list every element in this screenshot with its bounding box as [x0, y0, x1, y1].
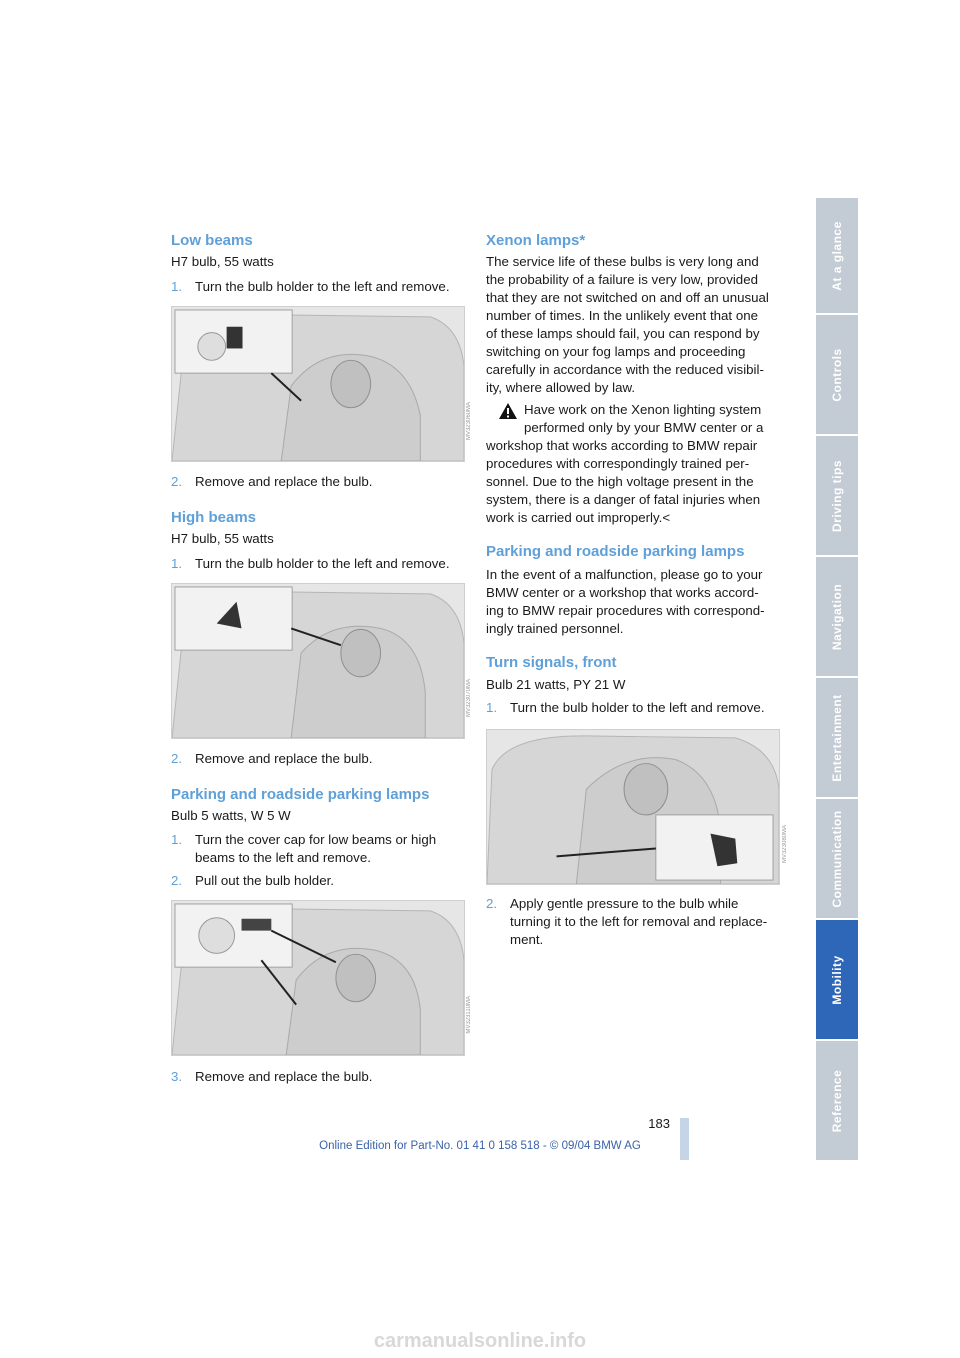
low-beams-fig-code: MV323060MA	[466, 402, 472, 441]
tab-driving-tips[interactable]: Driving tips	[816, 436, 858, 555]
xenon-line: The service life of these bulbs is very long and	[486, 254, 759, 269]
high-beams-step1-num: 1.	[171, 556, 183, 571]
parking-spec: Bulb 5 watts, W 5 W	[171, 808, 291, 823]
high-beams-heading: High beams	[171, 509, 257, 526]
xenon-warning-line: procedures with correspondingly trained per-	[486, 456, 750, 471]
tab-communication[interactable]: Communication	[816, 799, 858, 918]
tab-controls[interactable]: Controls	[816, 315, 858, 434]
footer-edition: Online Edition for Part-No. 01 41 0 158 518 - © 09/04 BMW AG	[319, 1140, 641, 1152]
xenon-warning-line: system, there is a danger of fatal injuries when	[486, 492, 761, 507]
low-beams-step1: Turn the bulb holder to the left and remove.	[195, 279, 450, 294]
parking-heading-right: Parking and roadside parking lamps	[486, 543, 745, 560]
high-beams-step1: Turn the bulb holder to the left and remove.	[195, 556, 450, 571]
parking-step1-line2: beams to the left and remove.	[195, 850, 371, 865]
parking-right-line: In the event of a malfunction, please go to your	[486, 567, 763, 582]
turn-step2-line: Apply gentle pressure to the bulb while	[510, 896, 739, 911]
high-beams-figure	[171, 583, 465, 739]
page-number-bar	[680, 1118, 689, 1160]
xenon-line: switching on your fog lamps and proceeding	[486, 344, 746, 359]
parking-right-line: ingly trained personnel.	[486, 621, 624, 636]
low-beams-figure	[171, 306, 465, 462]
low-beams-step1-num: 1.	[171, 279, 183, 294]
parking-step2: Pull out the bulb holder.	[195, 873, 334, 888]
turn-signals-heading: Turn signals, front	[486, 654, 617, 671]
parking-heading-left: Parking and roadside parking lamps	[171, 786, 430, 803]
tab-reference[interactable]: Reference	[816, 1041, 858, 1160]
turn-step1: Turn the bulb holder to the left and remove.	[510, 700, 765, 715]
xenon-line: ity, where allowed by law.	[486, 380, 636, 395]
xenon-line: that they are not switched on and off an unusual	[486, 290, 769, 305]
low-beams-step2: Remove and replace the bulb.	[195, 474, 373, 489]
xenon-heading: Xenon lamps*	[486, 232, 586, 249]
parking-step1-num: 1.	[171, 832, 183, 847]
parking-fig-code: MV323110MA	[466, 996, 472, 1034]
parking-right-line: BMW center or a workshop that works accord-	[486, 585, 759, 600]
parking-step1-line1: Turn the cover cap for low beams or high	[195, 832, 437, 847]
parking-step2-num: 2.	[171, 873, 183, 888]
tab-at-a-glance[interactable]: At a glance	[816, 198, 858, 313]
xenon-warning-line: work is carried out improperly.<	[486, 510, 671, 525]
xenon-warning-line: Have work on the Xenon lighting system	[524, 402, 762, 417]
turn-step2-line: ment.	[510, 932, 544, 947]
xenon-line: the probability of a failure is very low, provided	[486, 272, 758, 287]
low-beams-spec: H7 bulb, 55 watts	[171, 254, 274, 269]
xenon-warning-line: workshop that works according to BMW repair	[486, 438, 758, 453]
watermark: carmanualsonline.info	[373, 1330, 587, 1352]
low-beams-heading: Low beams	[171, 232, 253, 249]
xenon-line: number of times. In the unlikely event that one	[486, 308, 759, 323]
parking-right-line: ing to BMW repair procedures with correspond-	[486, 603, 765, 618]
high-beams-step2: Remove and replace the bulb.	[195, 751, 373, 766]
turn-step2-num: 2.	[486, 896, 498, 911]
turn-signals-spec: Bulb 21 watts, PY 21 W	[486, 677, 626, 692]
tab-navigation[interactable]: Navigation	[816, 557, 858, 676]
low-beams-step2-num: 2.	[171, 474, 183, 489]
xenon-warning-line: performed only by your BMW center or a	[524, 420, 764, 435]
turn-step1-num: 1.	[486, 700, 498, 715]
page-number: 183	[648, 1116, 670, 1131]
turn-fig-code: MV323080MA	[782, 825, 788, 864]
warning-triangle-icon	[498, 402, 518, 420]
xenon-warning-line: sonnel. Due to the high voltage present in the	[486, 474, 754, 489]
turn-step2-line: turning it to the left for removal and replace-	[510, 914, 768, 929]
high-beams-spec: H7 bulb, 55 watts	[171, 531, 274, 546]
xenon-line: carefully in accordance with the reduced visibil-	[486, 362, 764, 377]
parking-step3: Remove and replace the bulb.	[195, 1069, 373, 1084]
turn-signals-figure	[486, 729, 780, 885]
parking-figure	[171, 900, 465, 1056]
high-beams-step2-num: 2.	[171, 751, 183, 766]
xenon-line: of these lamps should fail, you can respond by	[486, 326, 760, 341]
parking-step3-num: 3.	[171, 1069, 183, 1084]
high-beams-fig-code: MV323070MA	[466, 679, 472, 718]
tab-mobility[interactable]: Mobility	[816, 920, 858, 1039]
tab-entertainment[interactable]: Entertainment	[816, 678, 858, 797]
